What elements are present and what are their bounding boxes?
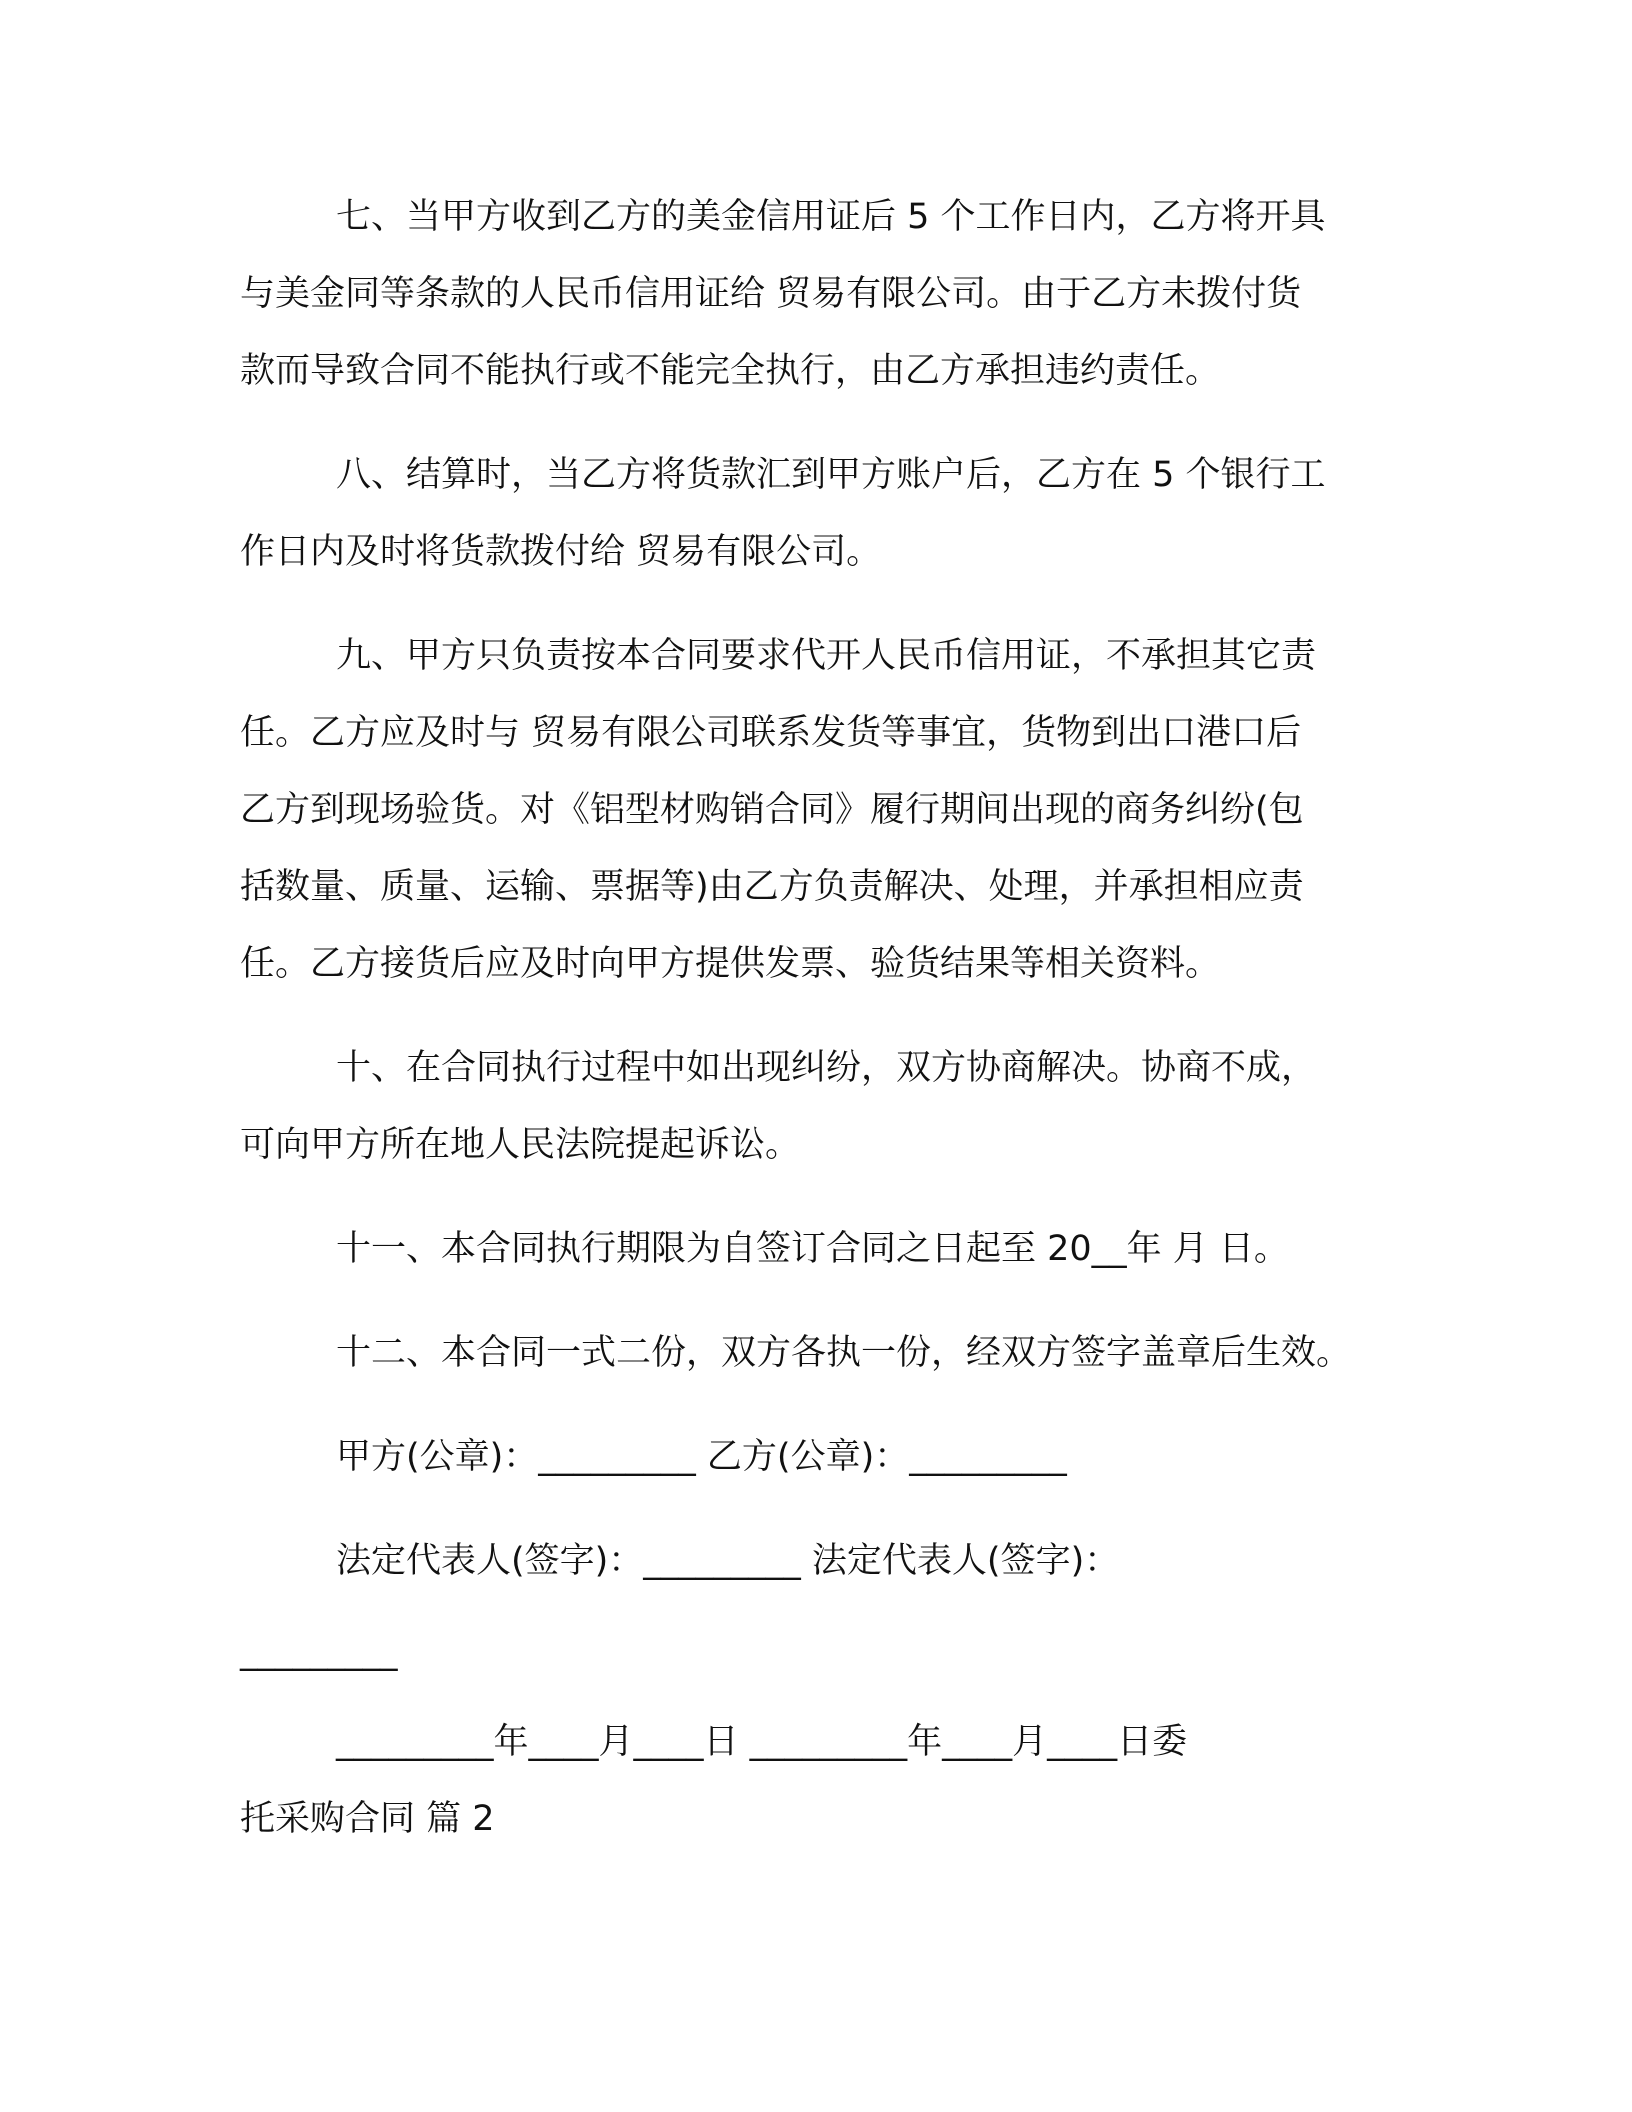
date-line: _________年____月____日 _________年____月____日委 [336,1722,1188,1762]
clause-7-line-3: 款而导致合同不能执行或不能完全执行，由乙方承担违约责任。 [240,351,1221,391]
clause-7-line-1: 七、当甲方收到乙方的美金信用证后 5 个工作日内，乙方将开具 [336,197,1326,237]
clause-9-line-2: 任。乙方应及时与 贸易有限公司联系发货等事宜，货物到出口港口后 [240,713,1302,753]
clause-9-line-3: 乙方到现场验货。对《铝型材购销合同》履行期间出现的商务纠纷(包 [240,790,1304,830]
clause-10-line-2: 可向甲方所在地人民法院提起诉讼。 [240,1125,801,1165]
section-heading: 托采购合同 篇 2 [240,1799,495,1839]
legal-representative-line: 法定代表人(签字)：_________ 法定代表人(签字)： [336,1541,1120,1581]
clause-8-line-1: 八、结算时，当乙方将货款汇到甲方账户后，乙方在 5 个银行工 [336,455,1326,495]
clause-10-line-1: 十、在合同执行过程中如出现纠纷，双方协商解决。协商不成， [336,1048,1317,1088]
clause-9-line-5: 任。乙方接货后应及时向甲方提供发票、验货结果等相关资料。 [240,944,1221,984]
party-seal-line: 甲方(公章)：_________ 乙方(公章)：_________ [336,1437,1067,1477]
clause-7-line-2: 与美金同等条款的人民币信用证给 贸易有限公司。由于乙方未拨付货 [240,274,1302,314]
legal-representative-blank: _________ [240,1632,398,1672]
clause-12: 十二、本合同一式二份，双方各执一份，经双方签字盖章后生效。 [336,1333,1352,1373]
clause-9-line-4: 括数量、质量、运输、票据等)由乙方负责解决、处理，并承担相应责 [240,867,1304,907]
clause-9-line-1: 九、甲方只负责按本合同要求代开人民币信用证，不承担其它责 [336,636,1317,676]
clause-8-line-2: 作日内及时将货款拨付给 贸易有限公司。 [240,532,882,572]
clause-11: 十一、本合同执行期限为自签订合同之日起至 20__年 月 日。 [336,1229,1289,1269]
